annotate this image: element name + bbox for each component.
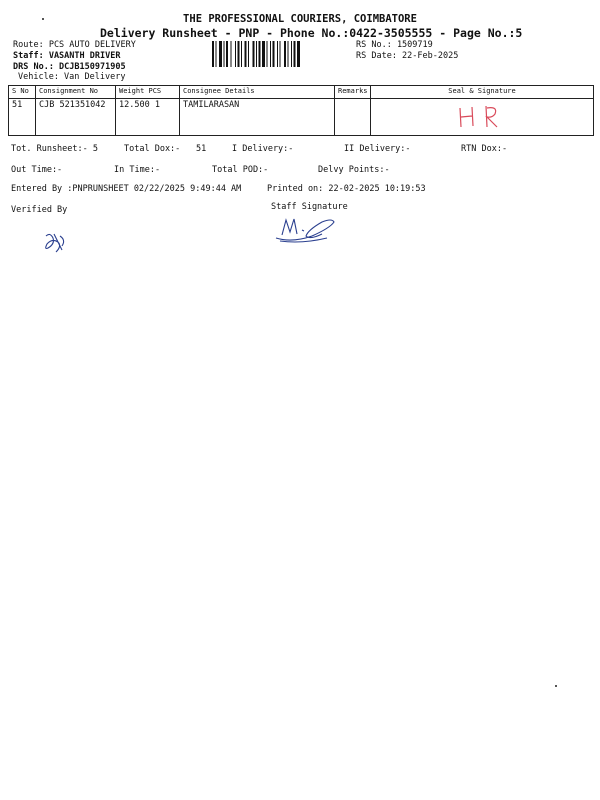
tot-runsheet: Tot. Runsheet:- 5 (11, 144, 98, 154)
verifier-initials-scribble (40, 230, 70, 256)
cell-remarks (335, 99, 371, 136)
col-header-seal-signature: Seal & Signature (371, 86, 594, 99)
cell-s-no: 51 (9, 99, 36, 136)
staff-label: Staff: VASANTH DRIVER (13, 51, 121, 61)
cell-consignee: TAMILARASAN (180, 99, 335, 136)
col-header-consignment-no: Consignment No (36, 86, 116, 99)
total-dox-label: Total Dox:- (124, 144, 181, 154)
cell-consignment-no: CJB 521351042 (36, 99, 116, 136)
barcode-image (212, 41, 351, 67)
rs-number: RS No.: 1509719 (356, 40, 433, 50)
col-header-consignee: Consignee Details (180, 86, 335, 99)
out-time-label: Out Time:- (11, 165, 63, 175)
total-pod-label: Total POD:- (212, 165, 269, 175)
staff-signature-scribble (272, 210, 352, 246)
rtn-dox-label: RTN Dox:- (461, 144, 508, 154)
i-delivery-label: I Delivery:- (232, 144, 294, 154)
route-label: Route: PCS AUTO DELIVERY (13, 40, 136, 50)
entered-by: Entered By :PNPRUNSHEET 02/22/2025 9:49:44 AM (11, 184, 242, 194)
rs-date: RS Date: 22-Feb-2025 (356, 51, 459, 61)
col-header-weight-pcs: Weight PCS (116, 86, 180, 99)
table-row (9, 99, 594, 136)
staff-signature-label: Staff Signature (271, 202, 348, 212)
handwritten-signature-mark (452, 100, 512, 130)
col-header-s-no: S No (9, 86, 36, 99)
cell-weight-pcs: 12.500 1 (116, 99, 180, 136)
runsheet-subtitle: Delivery Runsheet - PNP - Phone No.:0422-3505555 - Page No.:5 (100, 26, 523, 40)
in-time-label: In Time:- (114, 165, 161, 175)
scan-speck (42, 18, 44, 20)
total-dox-value: 51 (196, 144, 207, 154)
table-header-row (9, 86, 594, 99)
col-header-remarks: Remarks (335, 86, 371, 99)
company-title: THE PROFESSIONAL COURIERS, COIMBATORE (183, 13, 417, 25)
cell-seal-signature (371, 99, 594, 136)
scan-speck (555, 685, 557, 687)
printed-on: Printed on: 22-02-2025 10:19:53 (267, 184, 426, 194)
vehicle-label: Vehicle: Van Delivery (18, 72, 126, 82)
ii-delivery-label: II Delivery:- (344, 144, 411, 154)
verified-by-label: Verified By (11, 205, 68, 215)
consignment-table (8, 85, 594, 136)
delvy-points-label: Delvy Points:- (318, 165, 390, 175)
drs-number: DRS No.: DCJB150971905 (13, 62, 126, 72)
